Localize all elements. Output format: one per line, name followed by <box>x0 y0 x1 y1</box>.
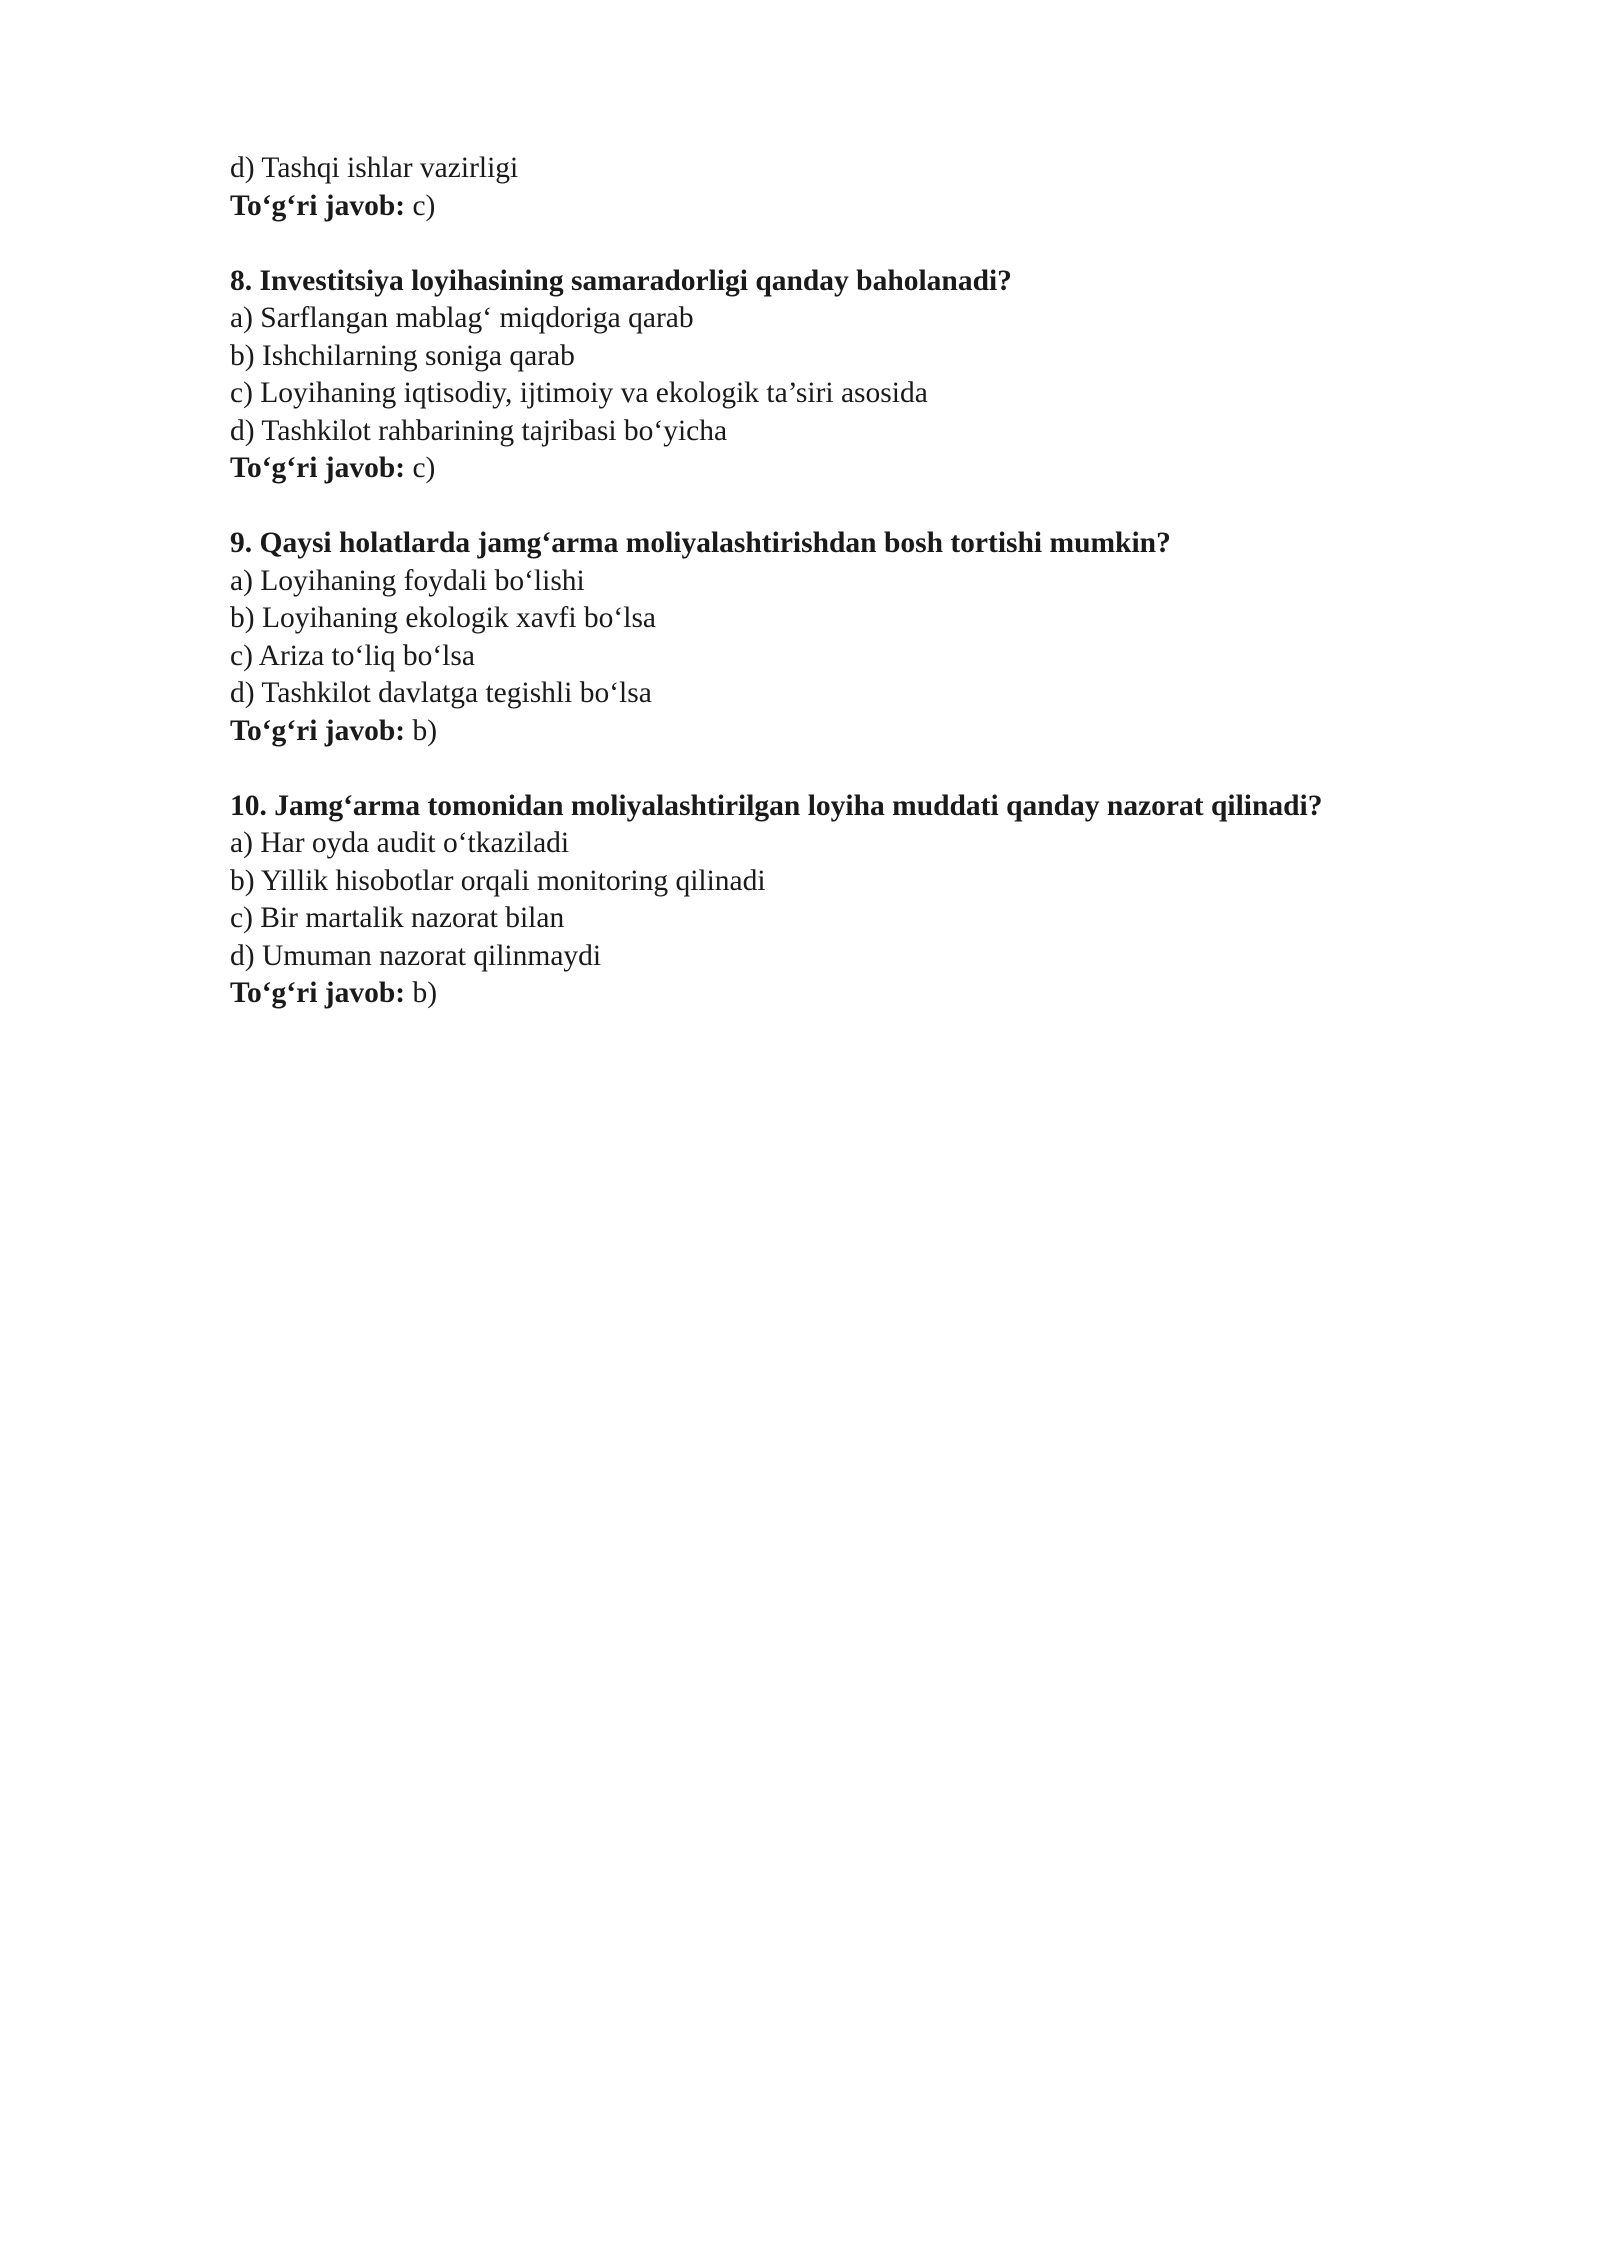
question-8-option-d: d) Tashkilot rahbarining tajribasi bo‘yicha <box>230 414 728 447</box>
question-7-option-d: d) Tashqi ishlar vazirligi <box>230 152 519 184</box>
question-8-title: 8. Investitsiya loyihasining samaradorligi qanday baholanadi? <box>230 264 1012 297</box>
question-10-correct-answer <box>230 975 1470 1013</box>
question-9-correct-answer <box>230 713 1470 751</box>
document-page <box>230 150 1470 1013</box>
question-10-option-c: c) Bir martalik nazorat bilan <box>230 902 565 934</box>
question-7-correct-answer <box>230 188 1470 226</box>
question-10-option-a: a) Har oyda audit o‘tkaziladi <box>230 827 570 859</box>
question-9-option-b: b) Loyihaning ekologik xavfi bo‘lsa <box>230 602 657 634</box>
question-10-title: 10. Jamg‘arma tomonidan moliyalashtirilgan loyiha muddati qanday nazorat qilinadi? <box>230 789 1323 822</box>
question-8-block <box>230 263 1470 488</box>
question-9-title: 9. Qaysi holatlarda jamg‘arma moliyalashtirishdan bosh tortishi mumkin? <box>230 527 1171 559</box>
correct-answer-label: To‘g‘ri javob: <box>230 714 406 747</box>
question-10-option-b: b) Yillik hisobotlar orqali monitoring qilinadi <box>230 864 766 897</box>
question-8-option-b: b) Ishchilarning soniga qarab <box>230 339 575 372</box>
question-9-option-d: d) Tashkilot davlatga tegishli bo‘lsa <box>230 677 652 709</box>
question-8-correct-answer <box>230 450 1470 488</box>
correct-answer-label: To‘g‘ri javob: <box>230 977 406 1009</box>
question-10-option-d: d) Umuman nazorat qilinmaydi <box>230 939 602 972</box>
question-10-block <box>230 788 1470 1013</box>
question-9-option-c: c) Ariza to‘liq bo‘lsa <box>230 639 475 672</box>
question-9-block <box>230 525 1470 750</box>
correct-answer-value: c) <box>405 189 436 222</box>
correct-answer-label: To‘g‘ri javob: <box>230 452 406 484</box>
correct-answer-value: b) <box>405 977 438 1009</box>
question-8-option-a: a) Sarflangan mablag‘ miqdoriga qarab <box>230 302 694 334</box>
correct-answer-label: To‘g‘ri javob: <box>230 189 406 222</box>
question-9-option-a: a) Loyihaning foydali bo‘lishi <box>230 564 585 597</box>
correct-answer-value: c) <box>405 452 436 484</box>
correct-answer-value: b) <box>405 714 438 747</box>
question-8-option-c: c) Loyihaning iqtisodiy, ijtimoiy va ekologik ta’siri asosida <box>230 377 928 409</box>
